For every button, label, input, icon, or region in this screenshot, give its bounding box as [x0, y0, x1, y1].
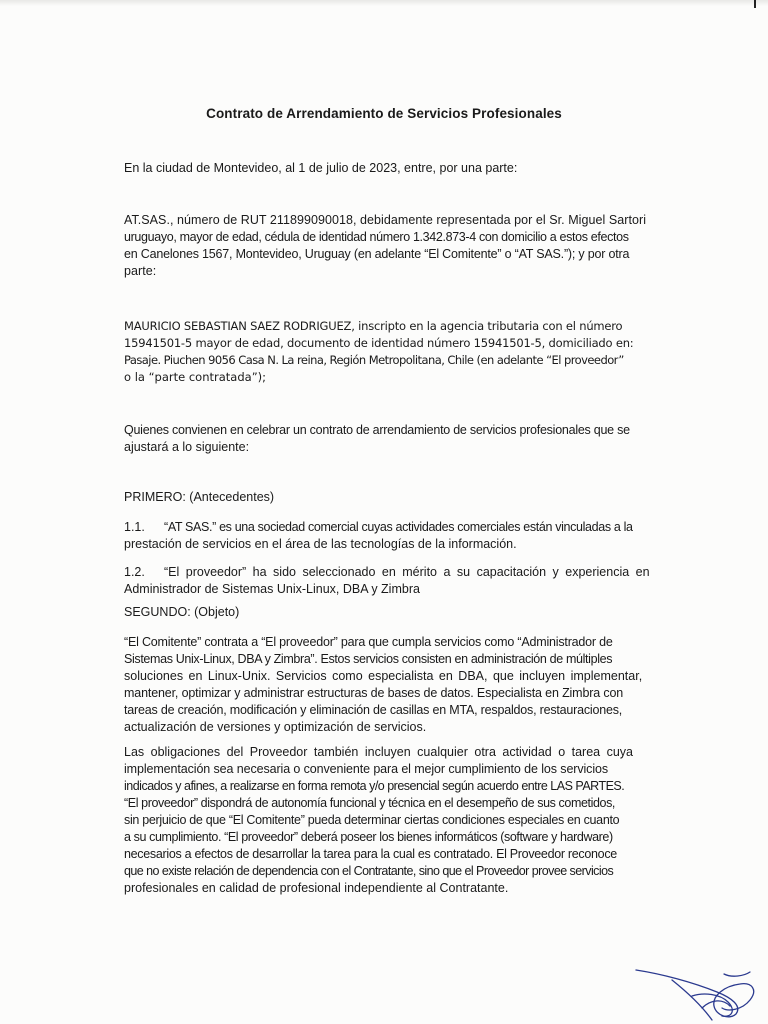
item-1-2-line: Administrador de Sistemas Unix-Linux, DBA y Zimbra [124, 582, 420, 596]
item-1-1-line [124, 519, 644, 536]
contract-title: Contrato de Arrendamiento de Servicios Profesionales [206, 106, 562, 121]
objeto-line: tareas de creación, modificación y eliminación de casillas en MTA, respaldos, restauraciones, [124, 703, 623, 717]
party-two-paragraph [124, 318, 644, 386]
party-two-line: MAURICIO SEBASTIAN SAEZ RODRIGUEZ, inscripto en la agencia tributaria con el número [124, 319, 623, 333]
objeto-line: mantener, optimizar y administrar estructuras de bases de datos. Especialista en Zimbra con [124, 686, 624, 700]
item-1-2-number: 1.2. [124, 565, 145, 579]
obligaciones-line: a su cumplimiento. “El proveedor” deberá poseer los bienes informáticos (software y hardware) [124, 830, 613, 844]
party-one-line: parte: [124, 264, 157, 278]
scan-corner-mark [754, 0, 756, 8]
agreement-line: Quienes convienen en celebrar un contrato de arrendamiento de servicios profesionales que se [124, 423, 630, 437]
obligaciones-line: indicados y afines, a realizarse en forma remota y/o presencial según acuerdo entre LAS PARTES. [124, 779, 625, 793]
party-one-line: uruguayo, mayor de edad, cédula de identidad número 1.342.873-4 con domicilio a estos efectos [124, 230, 629, 244]
party-one-line: en Canelones 1567, Montevideo, Uruguay (en adelante “El Comitente” o “AT SAS.”); y por otra [124, 247, 630, 261]
objeto-line: “El Comitente” contrata a “El proveedor” para que cumpla servicios como “Administrador de [124, 635, 613, 649]
agreement-line: ajustará a lo siguiente: [124, 440, 250, 454]
item-1-2-line [124, 564, 650, 581]
intro-paragraph [124, 160, 644, 177]
scan-edge-shadow [0, 0, 768, 6]
obligaciones-line: necesarios a efectos de desarrollar la tarea para la cual es contratado. El Proveedor reconoce [124, 847, 617, 861]
party-two-line: o la “parte contratada”); [124, 370, 267, 384]
objeto-line: actualización de versiones y optimización de servicios. [124, 720, 427, 734]
obligaciones-line: implementación sea necesaria o conveniente para el mejor cumplimiento de los servicios [124, 762, 609, 776]
obligaciones-line: Las obligaciones del Proveedor también incluyen cualquier otra actividad o tarea cuya [124, 745, 633, 759]
party-one-paragraph [124, 212, 647, 280]
intro-line: En la ciudad de Montevideo, al 1 de julio de 2023, entre, por una parte: [124, 161, 518, 175]
party-two-line: 15941501-5 mayor de edad, documento de identidad número 15941501-5, domiciliado en: [124, 336, 634, 350]
objeto-line: Sistemas Unix-Linux, DBA y Zimbra”. Estos servicios consisten en administración de múltiples [124, 652, 613, 666]
segundo-heading: SEGUNDO: (Objeto) [124, 605, 240, 619]
party-one-line: AT.SAS., número de RUT 211899090018, debidamente representada por el Sr. Miguel Sartori [124, 213, 647, 227]
item-1-2-text: “El proveedor” ha sido seleccionado en mérito a su capacitación y experiencia en [164, 565, 650, 579]
item-1-1-line: prestación de servicios en el área de las tecnologías de la información. [124, 537, 517, 551]
item-1-2 [124, 564, 650, 598]
agreement-paragraph [124, 422, 644, 456]
item-1-1 [124, 519, 644, 553]
item-1-1-text: “AT SAS.” es una sociedad comercial cuyas actividades comerciales están vinculadas a la [164, 520, 633, 534]
primero-heading: PRIMERO: (Antecedentes) [124, 490, 275, 504]
objeto-line: soluciones en Linux-Unix. Servicios como especialista en DBA, que incluyen implementar, [124, 669, 643, 683]
party-two-line: Pasaje. Piuchen 9056 Casa N. La reina, Región Metropolitana, Chile (en adelante “El proveedor” [124, 353, 624, 367]
item-1-1-number: 1.1. [124, 520, 145, 534]
objeto-paragraph [124, 634, 644, 736]
handwritten-signature [632, 962, 762, 1022]
obligaciones-paragraph [124, 744, 644, 897]
obligaciones-line: profesionales en calidad de profesional independiente al Contratante. [124, 881, 509, 895]
obligaciones-line: sin perjuicio de que “El Comitente” pueda determinar ciertas condiciones especiales en cuanto [124, 813, 620, 827]
obligaciones-line: que no existe relación de dependencia con el Contratante, sino que el Proveedor provee servicios [124, 864, 614, 878]
obligaciones-line: “El proveedor” dispondrá de autonomía funcional y técnica en el desempeño de sus cometidos, [124, 796, 615, 810]
